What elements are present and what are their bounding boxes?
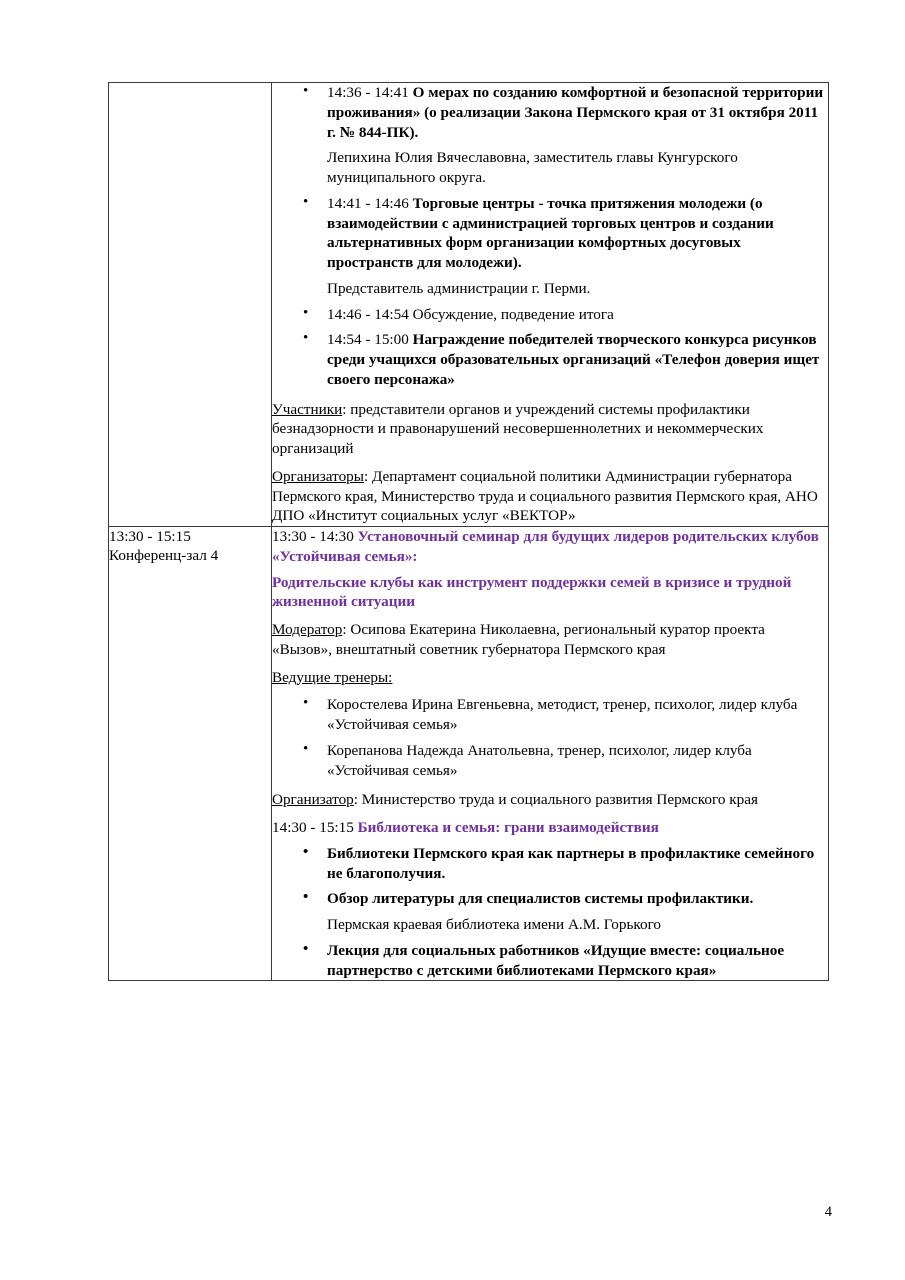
table-row <box>109 83 829 527</box>
item-time: 14:41 - 14:46 <box>327 194 413 212</box>
time-location-cell <box>109 527 272 981</box>
list-item <box>272 305 828 325</box>
session-timespan: 13:30 - 15:15 <box>109 528 191 545</box>
list-item <box>272 194 828 273</box>
library-note: Пермская краевая библиотека имени А.М. Горького <box>327 916 662 933</box>
item-time: 14:46 - 14:54 <box>327 305 413 323</box>
item-title-bold: О мерах по созданию комфортной и безопасной территории проживания» (о реализации Закона Пермского края от 31 октября 2011 г. № 844-ПК). <box>327 84 824 141</box>
moderator-text: : Осипова Екатерина Николаевна, региональный куратор проекта «Вызов», внештатный советник губернатора Пермского края <box>272 621 765 658</box>
organizers-paragraph <box>272 467 828 526</box>
list-item: • Лекция для социальных работников «Идущие вместе: социальное партнерство с детскими библиотеками Пермского края» <box>272 941 828 981</box>
session-location: Конференц-зал 4 <box>109 547 219 565</box>
participants-paragraph <box>272 400 828 459</box>
library-bullet-list <box>272 844 828 909</box>
trainers-list <box>272 695 828 780</box>
item-time: 14:36 - 14:41 <box>327 84 413 101</box>
list-item: • Корепанова Надежда Анатольевна, тренер, психолог, лидер клуба «Устойчивая семья» <box>272 741 828 781</box>
trainers-heading <box>272 668 828 688</box>
moderator-label: Модератор <box>272 621 343 638</box>
bullet-list <box>272 83 828 142</box>
trainers-label: Ведущие тренеры: <box>272 668 393 686</box>
agenda-table <box>108 82 829 981</box>
item-title: Обсуждение, подведение итога <box>412 305 614 323</box>
table-row <box>109 527 829 981</box>
organizer-paragraph <box>272 790 828 810</box>
session-subtitle-paragraph <box>272 573 828 613</box>
item-title-bold: Торговые центры - точка притяжения молодежи (о взаимодействии с администрацией торговых центров и создании альтернативных форм организации комфортных досуговых пространств для молодежи). <box>327 194 774 271</box>
session-time: 13:30 - 14:30 <box>272 528 358 545</box>
library-title: Библиотека и семья: грани взаимодействия <box>357 819 659 836</box>
organizer-text: : Министерство труда и социального развития Пермского края <box>353 791 758 809</box>
bullet-list <box>272 305 828 390</box>
list-item: • Библиотеки Пермского края как партнеры в профилактике семейного не благополучия. <box>272 844 828 884</box>
program-content-cell <box>272 83 829 527</box>
session-heading <box>272 527 828 567</box>
participants-label: Участники <box>272 400 343 418</box>
list-item <box>272 330 828 389</box>
library-bullet-list <box>272 941 828 981</box>
library-heading <box>272 818 828 838</box>
page-number: 4 <box>824 1204 832 1220</box>
list-item: • Обзор литературы для специалистов системы профилактики. <box>272 889 828 909</box>
speaker-name: Лепихина Юлия Вячеславовна, заместитель главы Кунгурского муниципального округа. <box>327 149 738 186</box>
bullet-list <box>272 194 828 273</box>
item-time: 14:54 - 15:00 <box>327 331 413 349</box>
time-location-cell <box>109 83 272 527</box>
speaker-name: Представитель администрации г. Перми. <box>327 279 591 297</box>
organizer-label: Организатор <box>272 791 354 809</box>
participants-text: : представители органов и учреждений системы профилактики безнадзорности и правонарушений несовершеннолетних и некоммерческих организаций <box>272 400 764 457</box>
library-time: 14:30 - 15:15 <box>272 819 358 836</box>
session-subtitle: Родительские клубы как инструмент поддержки семей в кризисе и трудной жизненной ситуации <box>272 573 792 611</box>
program-content-cell <box>272 527 829 981</box>
list-item: • Коростелева Ирина Евгеньевна, методист, тренер, психолог, лидер клуба «Устойчивая семья» <box>272 695 828 735</box>
organizers-label: Организаторы <box>272 467 364 485</box>
moderator-paragraph <box>272 620 828 660</box>
session-title: Установочный семинар для будущих лидеров родительских клубов «Устойчивая семья»: <box>272 528 819 565</box>
organizers-text: : Департамент социальной политики Администрации губернатора Пермского края, Министерство труда и социального развития Пермского края, АНО ДПО «Институт социальных услуг «ВЕКТОР» <box>272 467 818 525</box>
item-title-bold: Награждение победителей творческого конкурса рисунков среди учащихся образовательных организаций «Телефон доверия ищет своего персонажа» <box>327 331 820 388</box>
list-item <box>272 83 828 142</box>
